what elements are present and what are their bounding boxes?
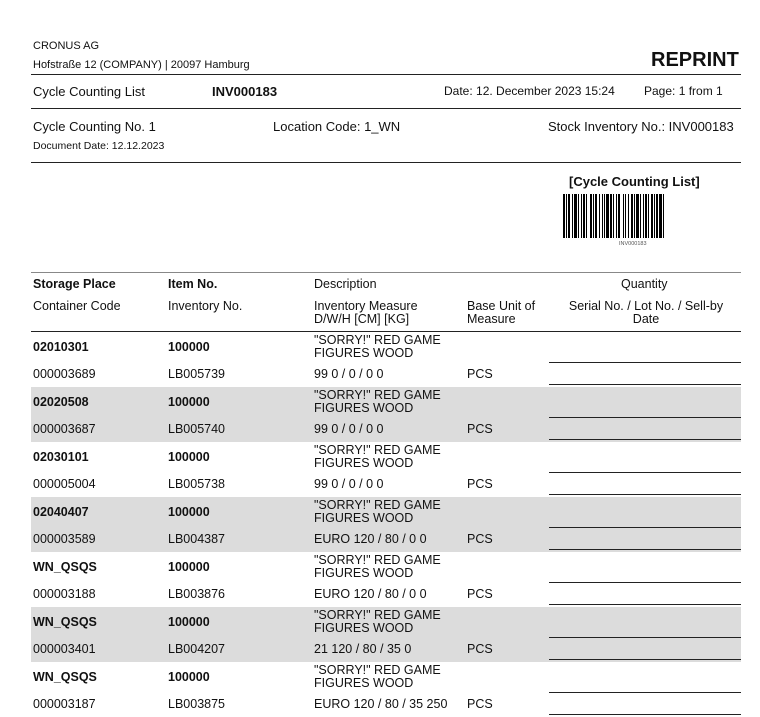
barcode-bar [599, 194, 600, 238]
item-no-cell: 100000 [168, 505, 210, 519]
description-cell: "SORRY!" RED GAME FIGURES WOOD [314, 608, 441, 635]
barcode [563, 194, 701, 238]
serial-entry-line [549, 549, 741, 550]
unit-cell: PCS [467, 422, 493, 436]
company-name: CRONUS AG [33, 40, 100, 52]
barcode-title: [Cycle Counting List] [569, 174, 700, 189]
inventory-no-cell: LB005739 [168, 367, 226, 381]
serial-entry-line [549, 439, 741, 440]
barcode-caption: INV000183 [619, 241, 647, 247]
barcode-bar [581, 194, 582, 238]
description-cell: "SORRY!" RED GAME FIGURES WOOD [314, 443, 441, 470]
stock-inventory-number: Stock Inventory No.: INV000183 [548, 119, 734, 134]
column-header-inventory-measure: Inventory Measure D/W/H [CM] [KG] [314, 299, 418, 326]
measure-cell: EURO 120 / 80 / 35 250 [314, 697, 448, 711]
column-header-serial-lot: Serial No. / Lot No. / Sell-by Date [568, 299, 724, 326]
print-date: Date: 12. December 2023 15:24 [444, 84, 615, 98]
location-code: Location Code: 1_WN [273, 119, 401, 134]
serial-entry-line [549, 384, 741, 385]
barcode-bar [583, 194, 585, 238]
barcode-bar [595, 194, 597, 238]
divider [31, 74, 741, 75]
container-code-cell: 000003687 [33, 422, 96, 436]
inventory-no-cell: LB003876 [168, 587, 226, 601]
page-number: Page: 1 from 1 [644, 84, 723, 98]
barcode-bar [645, 194, 647, 238]
divider [31, 162, 741, 163]
barcode-bar [648, 194, 649, 238]
quantity-cell [549, 607, 741, 662]
inventory-no-cell: LB003875 [168, 697, 226, 711]
container-code-cell: 000003187 [33, 697, 96, 711]
column-header-item-no: Item No. [168, 277, 218, 291]
measure-cell: 99 0 / 0 / 0 0 [314, 367, 384, 381]
column-header-description: Description [314, 277, 377, 291]
description-cell: "SORRY!" RED GAME FIGURES WOOD [314, 498, 441, 525]
barcode-bar [593, 194, 594, 238]
measure-cell: EURO 120 / 80 / 0 0 [314, 587, 427, 601]
quantity-entry-line [549, 362, 741, 363]
quantity-entry-line [549, 472, 741, 473]
report-title: Cycle Counting List [33, 84, 145, 99]
storage-place-cell: 02010301 [33, 340, 89, 354]
column-header-storage-place: Storage Place [33, 277, 116, 291]
barcode-bar [651, 194, 653, 238]
inventory-no-cell: LB005738 [168, 477, 226, 491]
barcode-bar [578, 194, 579, 238]
serial-entry-line [549, 494, 741, 495]
barcode-bar [625, 194, 626, 238]
container-code-cell: 000003589 [33, 532, 96, 546]
container-code-cell: 000003188 [33, 587, 96, 601]
barcode-bar [654, 194, 655, 238]
quantity-cell [549, 552, 741, 607]
company-address: Hofstraße 12 (COMPANY) | 20097 Hamburg [33, 59, 250, 71]
quantity-cell [549, 332, 741, 387]
barcode-bar [568, 194, 570, 238]
inventory-no-cell: LB005740 [168, 422, 226, 436]
column-header-container-code: Container Code [33, 299, 121, 313]
unit-cell: PCS [467, 532, 493, 546]
quantity-entry-line [549, 527, 741, 528]
barcode-bar [659, 194, 662, 238]
barcode-bar [572, 194, 573, 238]
barcode-bar [656, 194, 658, 238]
storage-place-cell: 02040407 [33, 505, 89, 519]
barcode-bar [634, 194, 635, 238]
container-code-cell: 000003401 [33, 642, 96, 656]
item-no-cell: 100000 [168, 560, 210, 574]
measure-cell: 99 0 / 0 / 0 0 [314, 477, 384, 491]
description-cell: "SORRY!" RED GAME FIGURES WOOD [314, 333, 441, 360]
barcode-bar [610, 194, 612, 238]
column-header-base-unit: Base Unit of Measure [467, 299, 536, 326]
measure-cell: 99 0 / 0 / 0 0 [314, 422, 384, 436]
barcode-bar [616, 194, 617, 238]
container-code-cell: 000003689 [33, 367, 96, 381]
inventory-no-cell: LB004387 [168, 532, 226, 546]
barcode-bar [636, 194, 639, 238]
quantity-cell [549, 662, 741, 717]
quantity-entry-line [549, 637, 741, 638]
barcode-bar [563, 194, 565, 238]
storage-place-cell: WN_QSQS [33, 560, 97, 574]
serial-entry-line [549, 659, 741, 660]
barcode-bar [566, 194, 567, 238]
unit-cell: PCS [467, 587, 493, 601]
unit-cell: PCS [467, 697, 493, 711]
unit-cell: PCS [467, 367, 493, 381]
quantity-cell [549, 497, 741, 552]
barcode-bar [613, 194, 614, 238]
barcode-bar [606, 194, 609, 238]
quantity-entry-line [549, 692, 741, 693]
barcode-bar [586, 194, 587, 238]
measure-cell: 21 120 / 80 / 35 0 [314, 642, 412, 656]
item-no-cell: 100000 [168, 395, 210, 409]
item-no-cell: 100000 [168, 340, 210, 354]
barcode-bar [663, 194, 664, 238]
description-cell: "SORRY!" RED GAME FIGURES WOOD [314, 663, 441, 690]
serial-entry-line [549, 714, 741, 715]
barcode-bar [618, 194, 620, 238]
barcode-bar [623, 194, 624, 238]
barcode-bar [640, 194, 641, 238]
column-header-inventory-no: Inventory No. [168, 299, 243, 313]
item-no-cell: 100000 [168, 450, 210, 464]
document-date: Document Date: 12.12.2023 [33, 140, 165, 152]
table-top-rule [31, 272, 741, 273]
container-code-cell: 000005004 [33, 477, 96, 491]
barcode-bar [602, 194, 603, 238]
divider [31, 108, 741, 109]
barcode-bar [643, 194, 644, 238]
reprint-label: REPRINT [651, 49, 739, 71]
quantity-entry-line [549, 417, 741, 418]
storage-place-cell: 02020508 [33, 395, 89, 409]
barcode-bar [628, 194, 629, 238]
cycle-counting-number: Cycle Counting No. 1 [33, 119, 156, 134]
storage-place-cell: WN_QSQS [33, 670, 97, 684]
item-no-cell: 100000 [168, 670, 210, 684]
barcode-bar [604, 194, 605, 238]
unit-cell: PCS [467, 642, 493, 656]
item-no-cell: 100000 [168, 615, 210, 629]
storage-place-cell: 02030101 [33, 450, 89, 464]
barcode-bar [590, 194, 592, 238]
column-header-quantity: Quantity [621, 277, 668, 291]
unit-cell: PCS [467, 477, 493, 491]
document-number: INV000183 [212, 84, 278, 99]
serial-entry-line [549, 604, 741, 605]
quantity-cell [549, 442, 741, 497]
measure-cell: EURO 120 / 80 / 0 0 [314, 532, 427, 546]
barcode-bar [574, 194, 577, 238]
quantity-entry-line [549, 582, 741, 583]
quantity-cell [549, 387, 741, 442]
description-cell: "SORRY!" RED GAME FIGURES WOOD [314, 553, 441, 580]
inventory-no-cell: LB004207 [168, 642, 226, 656]
storage-place-cell: WN_QSQS [33, 615, 97, 629]
description-cell: "SORRY!" RED GAME FIGURES WOOD [314, 388, 441, 415]
barcode-bar [631, 194, 633, 238]
